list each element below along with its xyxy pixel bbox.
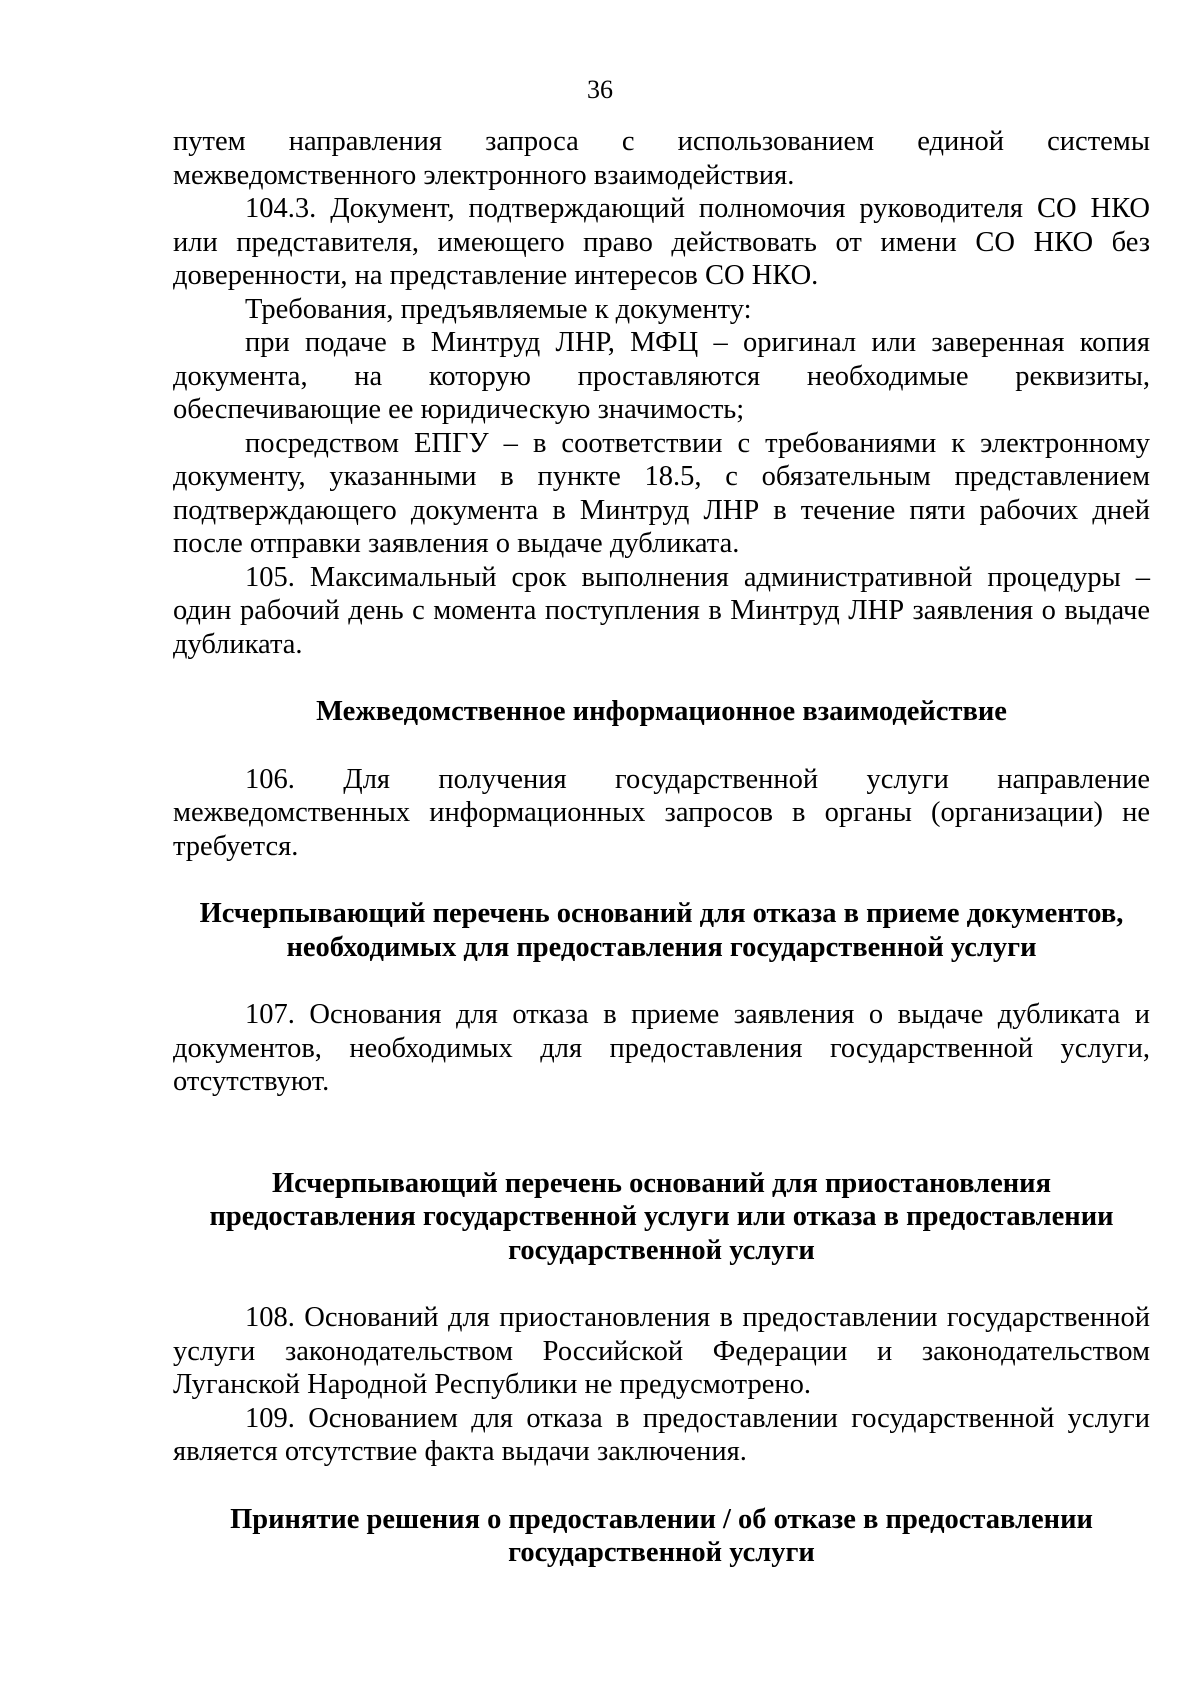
paragraph-requirements: Требования, предъявляемые к документу: (245, 293, 752, 325)
paragraph-108: 108. Оснований для приостановления в предоставлении государственной услуги законодательством Российской Федерации и законодательством Луганской Народной Республики не предусмотрено. (173, 1302, 1150, 1400)
heading-line: Исчерпывающий перечень оснований для приостановления (271, 1167, 1052, 1199)
spacer (173, 964, 1150, 998)
spacer (173, 1469, 1150, 1503)
spacer (173, 863, 1150, 897)
paragraph-submission-mintrud: при подаче в Минтруд ЛНР, МФЦ – оригинал или заверенная копия документа, на которую проставляются необходимые реквизиты, обеспечивающие ее юридическую значимость; (173, 327, 1150, 425)
heading-line: государственной услуги (508, 1234, 815, 1266)
heading-interagency (173, 695, 1150, 729)
spacer (173, 661, 1150, 695)
paragraph-106: 106. Для получения государственной услуги направление межведомственных информационных запросов в органы (организации) не требуется. (173, 763, 1150, 862)
spacer (173, 1099, 1150, 1167)
paragraph-107: 107. Основания для отказа в приеме заявления о выдаче дубликата и документов, необходимых для предоставления государственной услуги, отсутствуют. (173, 999, 1150, 1097)
spacer (173, 729, 1150, 763)
heading-line: государственной услуги (508, 1537, 815, 1568)
paragraph-109: 109. Основанием для отказа в предоставлении государственной услуги является отсутствие факта выдачи заключения. (173, 1402, 1150, 1467)
heading-refusal-documents (173, 897, 1150, 964)
heading-line: необходимых для предоставления государственной услуги (286, 931, 1037, 963)
document-body (173, 125, 1150, 1570)
paragraph-104-3: 104.3. Документ, подтверждающий полномочия руководителя СО НКО или представителя, имеющего право действовать от имени СО НКО без доверенности, на представление интересов СО НКО. (173, 193, 1150, 291)
spacer (173, 1267, 1150, 1301)
heading-line: предоставления государственной услуги или отказа в предоставлении (209, 1201, 1114, 1232)
page-number: 36 (587, 75, 613, 104)
heading-line: Исчерпывающий перечень оснований для отказа в приеме документов, (199, 898, 1124, 929)
paragraph-submission-epgu: посредством ЕПГУ – в соответствии с требованиями к электронному документу, указанными в пункте 18.5, с обязательным представлением подтверждающего документа в Минтруд ЛНР в течение пяти рабочих дней после отправки заявления о выдаче дубликата. (173, 427, 1150, 559)
heading-line: Принятие решения о предоставлении / об отказе в предоставлении (230, 1503, 1093, 1535)
paragraph-continuation: путем направления запроса с использованием единой системы межведомственного электронного взаимодействия. (173, 126, 1150, 191)
paragraph-105: 105. Максимальный срок выполнения административной процедуры – один рабочий день с момента поступления в Минтруд ЛНР заявления о выдаче дубликата. (173, 561, 1150, 660)
heading-line: Межведомственное информационное взаимодействие (316, 696, 1007, 727)
heading-suspension-refusal (173, 1167, 1150, 1268)
heading-decision (173, 1503, 1150, 1570)
